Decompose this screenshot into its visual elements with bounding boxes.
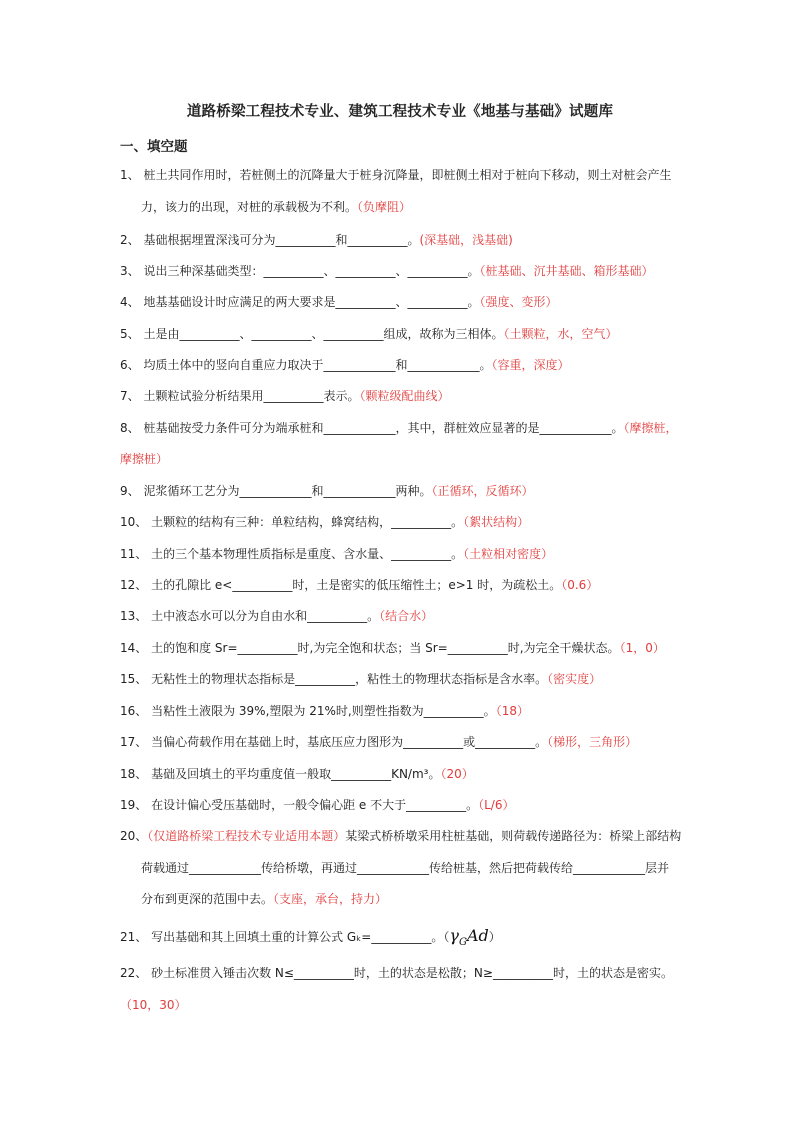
question-text: 16、 当粘性土液限为 39%,塑限为 21%时,则塑性指数为__________。 xyxy=(120,704,496,718)
question-text: 21、 写出基础和其上回填土重的计算公式 Gₖ=__________。（ xyxy=(120,930,450,944)
question-text: 力，该力的出现，对桩的承载极为不利。 xyxy=(141,200,358,214)
question-text: 18、 基础及回填土的平均重度值一般取__________KN/m³。 xyxy=(120,767,441,781)
question-text: 1、 桩土共同作用时，若桩侧土的沉降量大于桩身沉降量，即桩侧土相对于桩向下移动，则土对桩会产生 xyxy=(120,168,672,182)
answer: （L/6） xyxy=(478,798,515,812)
question-2 xyxy=(120,228,690,252)
answer: （20） xyxy=(440,767,474,781)
question-18 xyxy=(120,762,690,786)
question-10 xyxy=(120,510,690,534)
document-title: 道路桥梁工程技术专业、建筑工程技术专业《地基与基础》试题库 xyxy=(186,104,614,120)
question-text: 某梁式桥桥墩采用柱桩基础，则荷载传递路径为：桥梁上部结构 xyxy=(345,829,682,843)
question-20-line-2 xyxy=(141,856,669,880)
answer: （土粒相对密度） xyxy=(463,547,554,561)
answer: （负摩阻） xyxy=(357,200,412,214)
question-22-continued xyxy=(120,993,187,1017)
question-text: 14、 土的饱和度 Sr=__________时,为完全饱和状态；当 Sr=__________时,为完全干燥状态。 xyxy=(120,641,620,655)
question-1 xyxy=(120,163,690,187)
question-9 xyxy=(120,479,690,503)
answer: 摩擦桩） xyxy=(120,452,169,466)
section-heading: 一、填空题 xyxy=(120,139,188,155)
question-14 xyxy=(120,636,690,660)
question-text: 3、 说出三种深基础类型：__________、__________、__________。 xyxy=(120,264,480,278)
answer: （1，0） xyxy=(619,641,665,655)
question-text: 11、 土的三个基本物理性质指标是重度、含水量、__________。 xyxy=(120,547,464,561)
question-text: 6、 均质土体中的竖向自重应力取决于____________和____________。 xyxy=(120,358,492,372)
question-11 xyxy=(120,542,690,566)
question-5 xyxy=(120,322,690,346)
answer: （梯形，三角形） xyxy=(547,735,638,749)
question-text: 5、 土是由__________、__________、__________组成，故称为三相体。 xyxy=(120,327,504,341)
answer: （密实度） xyxy=(547,672,602,686)
question-16 xyxy=(120,699,690,723)
question-8-continued xyxy=(120,447,168,471)
answer: （强度、变形） xyxy=(479,295,558,309)
question-text: 2、 基础根据埋置深浅可分为__________和__________。 xyxy=(120,233,420,247)
question-text: 13、 土中液态水可以分为自由水和__________。 xyxy=(120,609,380,623)
question-text: 9、 泥浆循环工艺分为____________和____________两种。 xyxy=(120,484,432,498)
answer: (深基础，浅基础) xyxy=(419,233,513,247)
answer: （摩擦桩， xyxy=(623,421,678,435)
answer: （0.6） xyxy=(561,578,599,592)
question-7 xyxy=(120,384,690,408)
question-text: 22、 砂土标准贯入锤击次数 N≤__________时，土的状态是松散；N≥__________时，土的状态是密实。 xyxy=(120,966,673,980)
question-text: 19、 在设计偏心受压基础时，一般令偏心距 e 不大于__________。 xyxy=(120,798,479,812)
formula-gamma: γ xyxy=(449,926,459,945)
question-text: 17、 当偏心荷载作用在基础上时，基底压应力图形为__________或__________。 xyxy=(120,735,548,749)
answer: （桩基础、沉井基础、箱形基础） xyxy=(479,264,654,278)
answer: （絮状结构） xyxy=(463,515,530,529)
question-6 xyxy=(120,353,690,377)
answer: （土颗粒，水，空气） xyxy=(503,327,618,341)
question-8 xyxy=(120,416,690,440)
formula xyxy=(449,926,489,949)
answer: （结合水） xyxy=(379,609,434,623)
question-number: 20、 xyxy=(120,829,148,843)
question-text: 15、 无粘性土的物理状态指标是__________，粘性土的物理状态指标是含水率。 xyxy=(120,672,548,686)
question-21 xyxy=(120,924,690,955)
question-text: 7、 土颗粒试验分析结果用__________表示。 xyxy=(120,389,360,403)
question-15 xyxy=(120,667,690,691)
answer: （颗粒级配曲线） xyxy=(359,389,450,403)
question-22 xyxy=(120,961,690,985)
question-20-line-3 xyxy=(141,887,387,911)
question-text: 分布到更深的范围中去。 xyxy=(141,892,274,906)
formula-body: Ad xyxy=(466,926,489,945)
question-4 xyxy=(120,290,690,314)
question-12 xyxy=(120,573,690,597)
answer: （容重，深度） xyxy=(491,358,570,372)
answer: （正循环，反循环） xyxy=(431,484,534,498)
formula-subscript: G xyxy=(458,937,467,949)
question-note: （仅道路桥梁工程技术专业适用本题） xyxy=(147,829,346,843)
question-13 xyxy=(120,604,690,628)
question-19 xyxy=(120,793,690,817)
question-text: 12、 土的孔隙比 e<__________时，土是密实的低压缩性土；e>1 时，为疏松土。 xyxy=(120,578,562,592)
question-17 xyxy=(120,730,690,754)
question-text: 8、 桩基础按受力条件可分为端承桩和____________，其中，群桩效应显著的是____________。 xyxy=(120,421,624,435)
question-1-continued xyxy=(141,195,411,219)
answer: （支座，承台，持力） xyxy=(273,892,388,906)
question-text: 10、 土颗粒的结构有三种：单粒结构，蜂窝结构，__________。 xyxy=(120,515,464,529)
question-text: 4、 地基基础设计时应满足的两大要求是__________、__________。 xyxy=(120,295,480,309)
answer: （10，30） xyxy=(120,998,187,1012)
question-text: 荷载通过____________传给桥墩，再通过____________传给桩基，然后把荷载传给____________层并 xyxy=(141,861,670,875)
formula-close: ） xyxy=(488,930,501,944)
question-20 xyxy=(120,824,690,848)
answer: （18） xyxy=(495,704,529,718)
question-3 xyxy=(120,259,690,283)
